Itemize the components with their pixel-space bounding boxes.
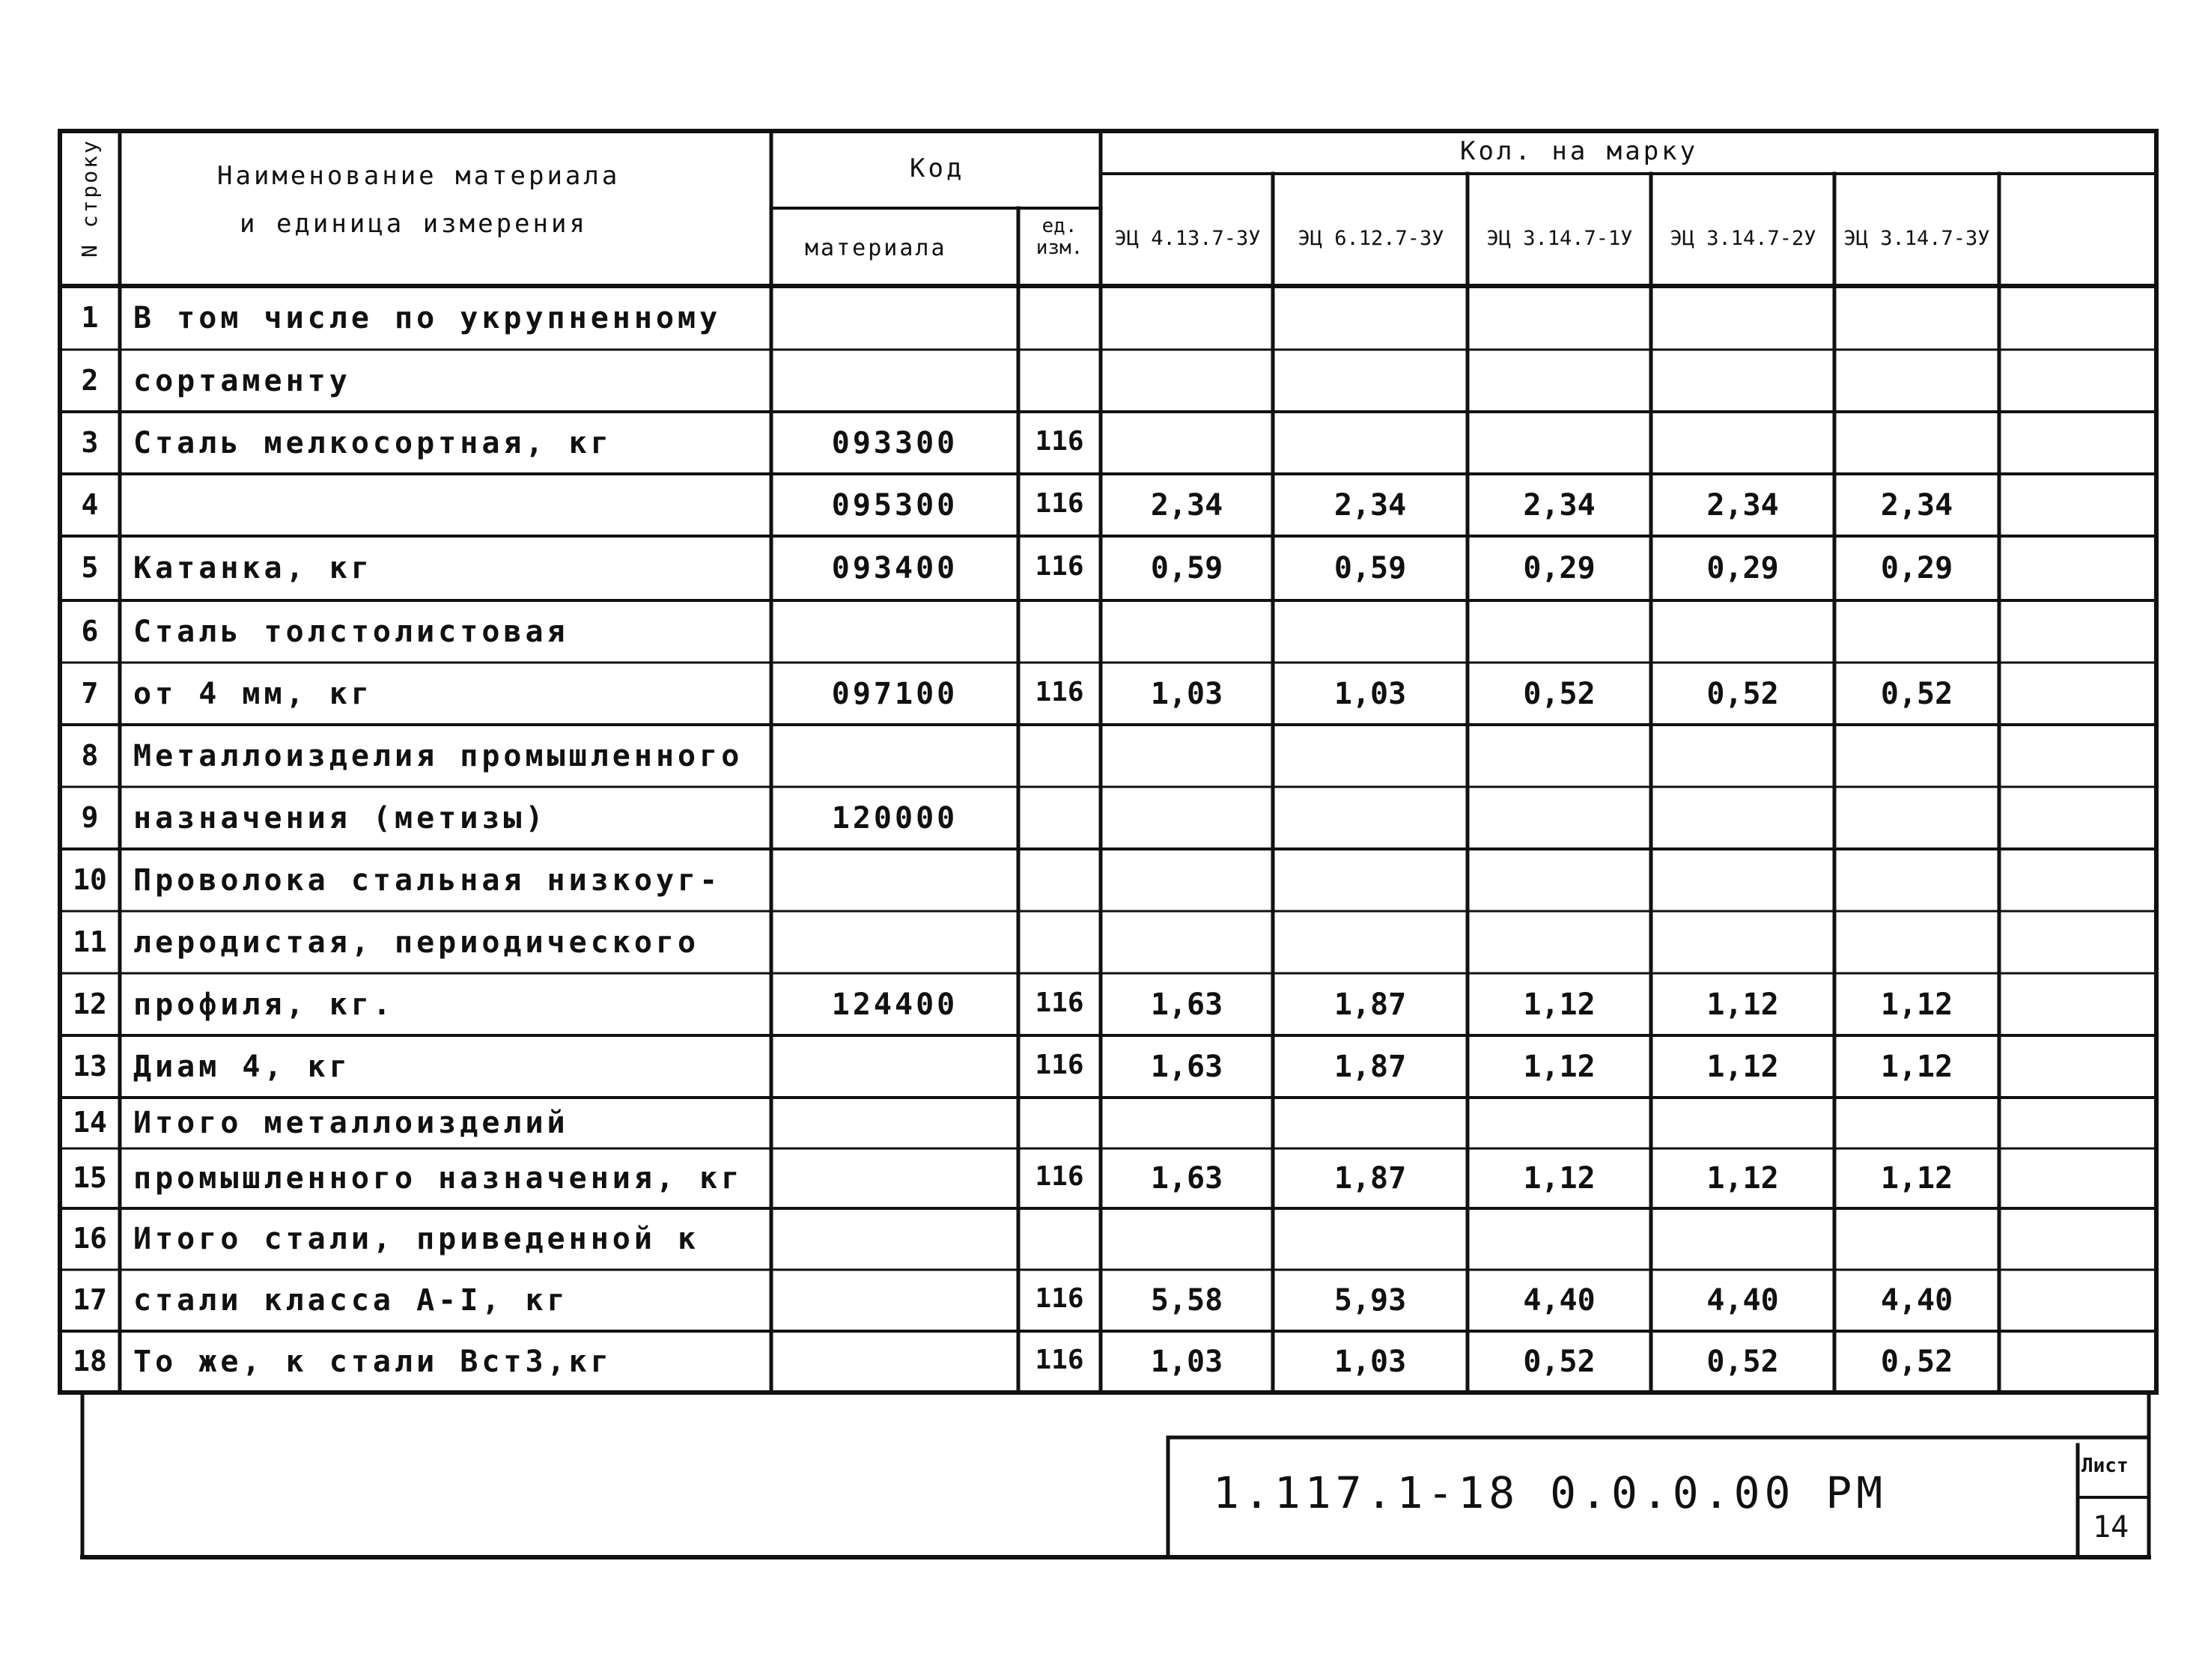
row-name: сортаменту: [133, 363, 351, 398]
row-number: 10: [73, 862, 107, 896]
row-number: 16: [73, 1222, 107, 1255]
row-unit-code: 116: [1035, 487, 1084, 519]
row-name: Металлоизделия промышленного: [133, 738, 743, 773]
row-number: 17: [73, 1283, 107, 1316]
row-value-3: 1,12: [1523, 1049, 1596, 1084]
row-unit-code: 116: [1035, 1283, 1084, 1314]
row-value-2: 0,59: [1333, 551, 1407, 585]
row-value-3: 0,52: [1523, 676, 1596, 711]
row-value-2: 1,03: [1333, 1345, 1407, 1379]
row-name: Проволока стальная низкоуг-: [133, 862, 722, 898]
row-value-4: 0,52: [1706, 676, 1779, 711]
mark-header-4: ЭЦ 3.14.7-2У: [1670, 227, 1816, 250]
row-value-5: 0,29: [1880, 551, 1953, 585]
row-number: 3: [81, 425, 99, 459]
row-value-1: 1,03: [1150, 676, 1223, 711]
row-number: 7: [81, 676, 99, 710]
sheet-number: 14: [2093, 1510, 2129, 1544]
quantity-header: Кол. на марку: [1460, 136, 1699, 166]
row-value-4: 0,52: [1706, 1345, 1779, 1379]
row-value-2: 1,87: [1333, 1049, 1407, 1084]
row-value-2: 5,93: [1333, 1283, 1407, 1318]
row-value-1: 2,34: [1150, 487, 1223, 523]
row-number: 1: [81, 300, 99, 334]
row-name: В том чиcле по укрупненному: [133, 300, 722, 335]
row-value-4: 1,12: [1706, 987, 1779, 1022]
row-number: 11: [73, 925, 107, 958]
row-number: 6: [81, 614, 99, 648]
row-unit-code: 116: [1035, 1345, 1084, 1375]
sheet-label: Лист: [2081, 1455, 2129, 1477]
row-value-3: 1,12: [1523, 987, 1596, 1022]
row-value-5: 0,52: [1880, 676, 1953, 711]
row-value-1: 0,59: [1150, 551, 1223, 585]
code-header: Код: [910, 153, 965, 183]
row-name: промышленного назначения, кг: [133, 1161, 743, 1196]
code-material-header: материала: [805, 235, 947, 261]
row-value-1: 1,03: [1150, 1345, 1223, 1379]
code-unit-header: ед. изм.: [1035, 215, 1083, 259]
row-name: стали класса А-I, кг: [133, 1283, 569, 1318]
document-code: 1.117.1-18 0.0.0.00 РМ: [1213, 1467, 1888, 1518]
row-number: 18: [73, 1345, 107, 1378]
row-number: 14: [73, 1106, 107, 1139]
row-name: Диам 4, кг: [133, 1049, 351, 1084]
row-value-2: 2,34: [1333, 487, 1407, 523]
row-value-2: 1,87: [1333, 1161, 1407, 1196]
row-value-4: 2,34: [1706, 487, 1779, 523]
row-value-3: 1,12: [1523, 1161, 1596, 1196]
name-header-line1: Наименование материала: [217, 161, 621, 191]
row-value-5: 1,12: [1880, 1161, 1953, 1196]
row-value-2: 1,03: [1333, 676, 1407, 711]
row-value-1: 1,63: [1150, 1049, 1223, 1084]
row-number-header: N строку: [77, 139, 102, 258]
row-number: 4: [81, 487, 99, 521]
row-value-4: 4,40: [1706, 1283, 1779, 1318]
name-header-line2: и единица измерения: [240, 209, 588, 239]
row-value-4: 1,12: [1706, 1161, 1779, 1196]
mark-header-1: ЭЦ 4.13.7-3У: [1114, 227, 1261, 250]
row-name: Сталь толстолистовая: [133, 614, 569, 649]
row-name: профиля, кг.: [133, 987, 395, 1022]
row-unit-code: 116: [1035, 1161, 1084, 1192]
row-number: 8: [81, 738, 99, 772]
row-name: леродистая, периодического: [133, 925, 700, 960]
row-unit-code: 116: [1035, 551, 1084, 582]
mark-header-5: ЭЦ 3.14.7-3У: [1843, 227, 1990, 250]
row-number: 5: [81, 551, 99, 584]
row-number: 15: [73, 1161, 107, 1194]
row-value-2: 1,87: [1333, 987, 1407, 1022]
row-material-code: 093300: [831, 425, 958, 460]
row-unit-code: 116: [1035, 676, 1084, 707]
row-name: Катанка, кг: [133, 551, 373, 585]
row-number: 9: [81, 800, 99, 834]
row-value-4: 0,29: [1706, 551, 1779, 585]
row-value-3: 0,52: [1523, 1345, 1596, 1379]
row-unit-code: 116: [1035, 425, 1084, 457]
row-name: назначения (метизы): [133, 800, 547, 836]
row-material-code: 120000: [831, 800, 958, 836]
row-number: 13: [73, 1049, 107, 1083]
row-value-5: 1,12: [1880, 1049, 1953, 1084]
row-value-1: 1,63: [1150, 987, 1223, 1022]
row-name: Итого металлоизделий: [133, 1106, 569, 1140]
row-number: 2: [81, 363, 99, 397]
row-value-3: 4,40: [1523, 1283, 1596, 1318]
row-value-5: 2,34: [1880, 487, 1953, 523]
row-material-code: 097100: [831, 676, 958, 711]
row-value-1: 5,58: [1150, 1283, 1223, 1318]
row-unit-code: 116: [1035, 1049, 1084, 1080]
row-unit-code: 116: [1035, 987, 1084, 1018]
row-value-5: 1,12: [1880, 987, 1953, 1022]
row-value-5: 4,40: [1880, 1283, 1953, 1318]
row-material-code: 093400: [831, 551, 958, 585]
row-number: 12: [73, 987, 107, 1020]
mark-header-2: ЭЦ 6.12.7-3У: [1298, 227, 1444, 250]
row-value-3: 2,34: [1523, 487, 1596, 523]
row-name: Сталь мелкосортная, кг: [133, 425, 612, 460]
row-material-code: 124400: [831, 987, 958, 1022]
row-name: Итого стали, приведенной к: [133, 1222, 700, 1256]
row-value-1: 1,63: [1150, 1161, 1223, 1196]
row-value-4: 1,12: [1706, 1049, 1779, 1084]
row-material-code: 095300: [831, 487, 958, 523]
row-value-5: 0,52: [1880, 1345, 1953, 1379]
row-name: от 4 мм, кг: [133, 676, 373, 711]
row-name: То же, к стали Вст3,кг: [133, 1345, 612, 1379]
row-value-3: 0,29: [1523, 551, 1596, 585]
mark-header-3: ЭЦ 3.14.7-1У: [1486, 227, 1633, 250]
